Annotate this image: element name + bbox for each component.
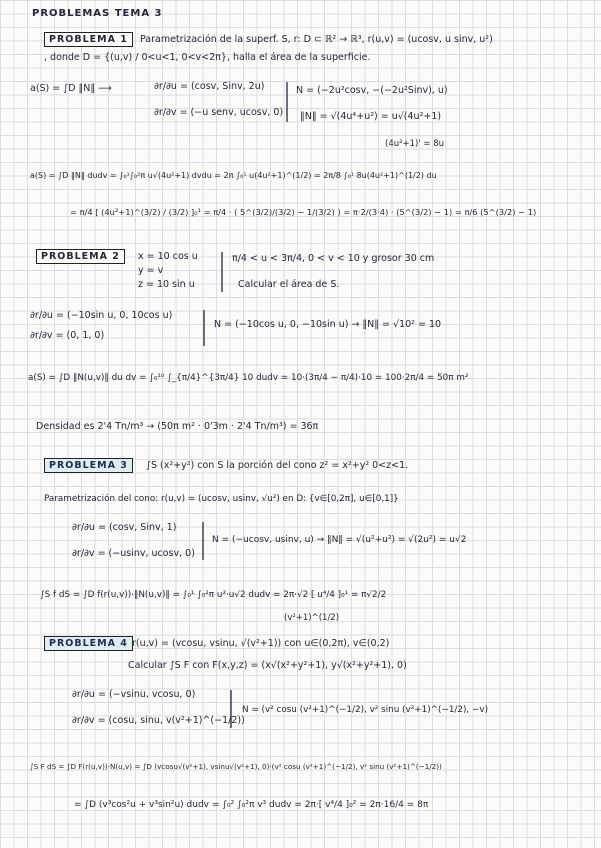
p1-partial-v: ∂r/∂v = (−u senv, ucosv, 0) bbox=[154, 107, 284, 118]
p4-flux-integral: ∫S F dS = ∫D F(r(u,v))·N(u,v) = ∫D (vcosu√(v²+1), vsinu√(v²+1), 0)·(v² cosu (v²+1)^(−1/2), v² sinu (v²+1)^(−1/2)) bbox=[30, 762, 442, 771]
p2-partial-u: ∂r/∂u = (−10sin u, 0, 10cos u) bbox=[30, 310, 173, 321]
p3-partial-v: ∂r/∂v = (−usinv, ucosv, 0) bbox=[72, 548, 195, 559]
p4-normal: N = (v² cosu (v²+1)^(−1/2), v² sinu (v²+1)^(−1/2), −v) bbox=[242, 705, 489, 715]
p3-partial-u: ∂r/∂u = (cosv, Sinv, 1) bbox=[72, 522, 177, 533]
p2-domain: π/4 < u < 3π/4, 0 < v < 10 y grosor 30 cm bbox=[232, 253, 435, 264]
p4-param: r(u,v) = (vcosu, vsinu, √(v²+1)) con u∈(0,2π), v∈(0,2) bbox=[132, 638, 390, 649]
p1-area-integral: a(S) = ∫D ‖N‖ dudv = ∫₀¹∫₀²π u√(4u²+1) dvdu = 2π ∫₀¹ u(4u²+1)^(1/2) = 2π/8 ∫₀¹ 8u(4u²+1)^(1/2) du bbox=[30, 171, 437, 180]
p2-cross-bracket bbox=[203, 310, 209, 346]
p4-flux-result: = ∫D (v³cos²u + v³sin²u) dudv = ∫₀² ∫₀²π v³ dudv = 2π·[ v⁴/4 ]₀² = 2π·16/4 = 8π bbox=[74, 800, 429, 810]
p3-statement: ∫S (x²+y²) con S la porción del cono z² = x²+y² 0<z<1. bbox=[146, 460, 409, 471]
p1-statement-line2: , donde D = {(u,v) / 0<u<1, 0<v<2π}, halla el área de la superficie. bbox=[44, 52, 371, 63]
p2-partial-v: ∂r/∂v = (0, 1, 0) bbox=[30, 330, 105, 341]
p2-param-z: z = 10 sin u bbox=[138, 279, 195, 290]
p2-param-x: x = 10 cos u bbox=[138, 251, 198, 262]
p4-partial-v: ∂r/∂v = (cosu, sinu, v(v²+1)^(−1/2)) bbox=[72, 715, 245, 726]
p4-task: Calcular ∫S F con F(x,y,z) = (x√(x²+y²+1), y√(x²+y²+1), 0) bbox=[128, 660, 407, 671]
p1-area-result: = π/4 [ (4u²+1)^(3/2) / (3/2) ]₀¹ = π/4 · ( 5^(3/2)/(3/2) − 1/(3/2) ) = π·2/(3·4) · (5^(3/2) − 1) = π/6 (5^(3/2) − 1) bbox=[70, 207, 537, 217]
p1-derivative-note: (4u²+1)' = 8u bbox=[385, 139, 445, 149]
p4-root-note: (v²+1)^(1/2) bbox=[284, 613, 340, 623]
p1-normal-vector: N = (−2u²cosv, −(−2u²Sinv), u) bbox=[296, 85, 448, 96]
p3-surface-integral: ∫S f dS = ∫D f(r(u,v))·‖N(u,v)‖ = ∫₀¹ ∫₀²π u²·u√2 dudv = 2π·√2 [ u⁴/4 ]₀¹ = π√2/2 bbox=[40, 590, 387, 600]
problem-1-label: PROBLEMA 1 bbox=[44, 32, 133, 47]
p2-bracket bbox=[221, 252, 227, 292]
p1-cross-bracket bbox=[286, 82, 292, 122]
p3-normal: N = (−ucosv, usinv, u) → ‖N‖ = √(u²+u²) = √(2u²) = u√2 bbox=[212, 535, 467, 545]
p2-task: Calcular el área de S. bbox=[238, 279, 340, 290]
p2-normal: N = (−10cos u, 0, −10sin u) → ‖N‖ = √10² = 10 bbox=[214, 319, 442, 330]
p1-area-formula: a(S) = ∫D ‖N‖ ⟶ bbox=[30, 83, 112, 94]
p1-normal-norm: ‖N‖ = √(4u⁴+u²) = u√(4u²+1) bbox=[300, 111, 442, 122]
problem-3-label: PROBLEMA 3 bbox=[44, 458, 133, 473]
p3-parametrization: Parametrización del cono: r(u,v) = (ucosv, usinv, √u²) en D: {v∈[0,2π], u∈[0,1]} bbox=[44, 494, 399, 504]
p2-area-integral: a(S) = ∫D ‖N(u,v)‖ du dv = ∫₀¹⁰ ∫_{π/4}^{3π/4} 10 dudv = 10·(3π/4 − π/4)·10 = 100·2π/4 = 50π m² bbox=[28, 373, 469, 383]
problem-4-label: PROBLEMA 4 bbox=[44, 636, 133, 651]
page-title: PROBLEMAS TEMA 3 bbox=[32, 8, 163, 19]
p2-density: Densidad es 2'4 Tn/m³ → (50π m² · 0'3m · 2'4 Tn/m³) = 36π bbox=[36, 421, 319, 432]
p2-param-y: y = v bbox=[138, 265, 164, 276]
p1-statement-line1: Parametrización de la superf. S, r: D ⊂ ℝ² → ℝ³, r(u,v) = (ucosv, u sinv, u²) bbox=[140, 34, 493, 45]
p3-cross-bracket bbox=[202, 522, 208, 560]
p4-partial-u: ∂r/∂u = (−vsinu, vcosu, 0) bbox=[72, 689, 196, 700]
p1-partial-u: ∂r/∂u = (cosv, Sinv, 2u) bbox=[154, 81, 265, 92]
problem-2-label: PROBLEMA 2 bbox=[36, 249, 125, 264]
p4-cross-bracket bbox=[230, 690, 236, 728]
